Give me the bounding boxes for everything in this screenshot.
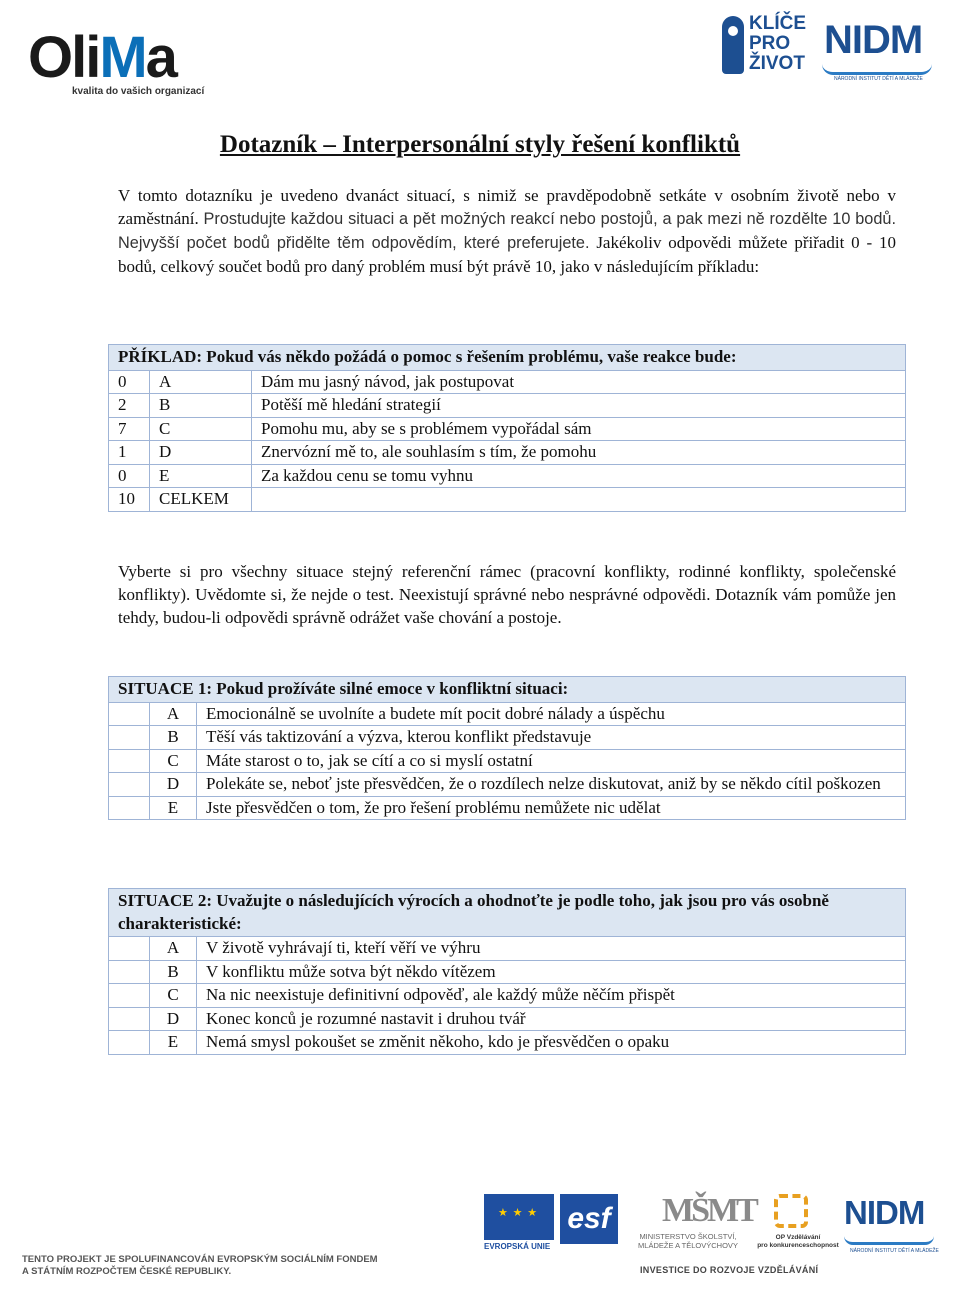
answer-cell: Znervózní mě to, ale souhlasím s tím, že pomohu — [252, 441, 906, 465]
letter-cell: A — [150, 702, 197, 726]
answer-cell: Jste přesvědčen o tom, že pro řešení problému nemůžete nic udělat — [197, 796, 906, 820]
answer-cell: Nemá smysl pokoušet se změnit někoho, kdo je přesvědčen o opaku — [197, 1031, 906, 1055]
letter-cell: E — [150, 1031, 197, 1055]
points-input-cell[interactable] — [109, 702, 150, 726]
points-cell: 2 — [109, 394, 150, 418]
letter-cell: A — [150, 370, 252, 394]
table-row — [109, 773, 906, 797]
cofinancing-note — [22, 1254, 378, 1278]
points-input-cell[interactable] — [109, 960, 150, 984]
table-row — [109, 702, 906, 726]
letter-cell: C — [150, 417, 252, 441]
table-row — [109, 1007, 906, 1031]
letter-cell: D — [150, 441, 252, 465]
page-title: Dotazník – Interpersonální styly řešení konfliktů — [219, 131, 741, 158]
nidm-footer-swoosh — [844, 1236, 934, 1245]
klice-pro-zivot-logo — [722, 14, 808, 80]
intro-part3: Jakékoliv odpovědi můžete přiřadit 0 - 10 bodů, celkový součet bodů pro daný problém musí být právě 10, jako v následujícím příkladu: — [118, 233, 897, 276]
letter-cell: E — [150, 796, 197, 820]
table-row — [109, 1031, 906, 1055]
keyhole-icon — [722, 16, 744, 74]
table-row — [109, 749, 906, 773]
answer-cell: Na nic neexistuje definitivní odpověď, ale každý může něčím přispět — [197, 984, 906, 1008]
answer-cell: Potěší mě hledání strategií — [252, 394, 906, 418]
letter-cell: A — [150, 937, 197, 961]
instructions-paragraph: Vyberte si pro všechny situace stejný referenční rámec (pracovní konflikty, rodinné konflikty, společenské konflikty). Uvědomte si, že nejde o test. Neexistují správné nebo nesprávné odpovědi. Dotazník vám pomůže jen tehdy, budou-li odpovědi správně odrážet vaše chování a postoje. — [118, 562, 896, 627]
intro-part1: V tomto dotazníku je uvedeno dvanáct situací, s nimiž se pravděpodobně setkáte v osobním životě nebo v zaměstnání. — [118, 186, 896, 228]
cofinancing-line1: TENTO PROJEKT JE SPOLUFINANCOVÁN EVROPSKÝM SOCIÁLNÍM FONDEM — [22, 1254, 378, 1265]
olima-logo — [28, 6, 205, 97]
nidm-footer-wordmark: NIDM — [844, 1194, 925, 1231]
intro-part2: Prostudujte každou situaci a pět možných reakcí nebo postojů, a pak mezi ně rozdělte 10 bodů. Nejvyšší počet bodů přidělte těm odpovědím, které preferujete. — [118, 210, 896, 252]
letter-cell: E — [150, 464, 252, 488]
letter-cell: B — [150, 394, 252, 418]
opvk-mark-icon — [774, 1194, 808, 1228]
answer-cell: V životě vyhrávají ti, kteří věří ve výhru — [197, 937, 906, 961]
msmt-line2: MLÁDEŽE A TĚLOVÝCHOVY — [638, 1241, 738, 1250]
points-cell: 0 — [109, 370, 150, 394]
table-row — [109, 984, 906, 1008]
table-row — [109, 394, 906, 418]
table-row — [109, 370, 906, 394]
example-header: PŘÍKLAD: Pokud vás někdo požádá o pomoc s řešením problému, vaše reakce bude: — [109, 345, 906, 371]
cofinancing-line2: A STÁTNÍM ROZPOČTEM ČESKÉ REPUBLIKY. — [22, 1266, 232, 1277]
msmt-mark: MŠMT — [662, 1192, 756, 1229]
letter-cell: CELKEM — [150, 488, 252, 512]
situation1-table — [108, 676, 906, 820]
answer-cell: Polekáte se, neboť jste přesvědčen, že o rozdílech nelze diskutovat, aniž by se někdo cítil poškozen — [197, 773, 906, 797]
msmt-line1: MINISTERSTVO ŠKOLSTVÍ, — [639, 1232, 737, 1241]
situation2-table — [108, 888, 906, 1055]
nidm-footer-logo — [844, 1194, 940, 1258]
letter-cell: C — [150, 749, 197, 773]
opvk-logo — [756, 1190, 839, 1254]
situation1-header: SITUACE 1: Pokud prožíváte silné emoce v konfliktní situaci: — [109, 677, 906, 703]
table-row — [109, 441, 906, 465]
answer-cell: V konfliktu může sotva být někdo vítězem — [197, 960, 906, 984]
klice-line3: ŽIVOT — [749, 53, 805, 74]
answer-cell: Máte starost o to, jak se cítí a co si myslí ostatní — [197, 749, 906, 773]
table-row — [109, 488, 906, 512]
nidm-tagline: NÁRODNÍ INSTITUT DĚTÍ A MLÁDEŽE — [834, 76, 923, 82]
points-input-cell[interactable] — [109, 984, 150, 1008]
letter-cell: B — [150, 726, 197, 750]
table-row — [109, 417, 906, 441]
msmt-logo — [634, 1192, 756, 1254]
points-input-cell[interactable] — [109, 796, 150, 820]
nidm-swoosh — [822, 64, 932, 75]
nidm-logo — [822, 14, 938, 84]
investment-slogan: INVESTICE DO ROZVOJE VZDĚLÁVÁNÍ — [640, 1265, 819, 1275]
letter-cell: D — [150, 1007, 197, 1031]
situation2-header: SITUACE 2: Uvažujte o následujících výrocích a ohodnoťte je podle toho, jak jsou pro vás osobně charakteristické: — [109, 889, 906, 937]
nidm-wordmark: NIDM — [824, 18, 923, 62]
example-table — [108, 344, 906, 512]
answer-cell: Pomohu mu, aby se s problémem vypořádal sám — [252, 417, 906, 441]
olima-tagline: kvalita do vašich organizací — [72, 86, 205, 97]
opvk-line2: pro konkurenceschopnost — [757, 1242, 839, 1249]
table-row — [109, 726, 906, 750]
eu-flag-icon — [484, 1194, 554, 1240]
answer-cell — [252, 488, 906, 512]
table-row — [109, 796, 906, 820]
points-input-cell[interactable] — [109, 773, 150, 797]
points-cell: 7 — [109, 417, 150, 441]
points-cell: 10 — [109, 488, 150, 512]
points-input-cell[interactable] — [109, 937, 150, 961]
points-input-cell[interactable] — [109, 749, 150, 773]
klice-line1: KLÍČE — [749, 13, 806, 34]
points-input-cell[interactable] — [109, 1031, 150, 1055]
table-row — [109, 937, 906, 961]
table-row — [109, 464, 906, 488]
answer-cell: Těší vás taktizování a výzva, kterou konflikt představuje — [197, 726, 906, 750]
table-row — [109, 960, 906, 984]
points-input-cell[interactable] — [109, 726, 150, 750]
answer-cell: Dám mu jasný návod, jak postupovat — [252, 370, 906, 394]
answer-cell: Konec konců je rozumné nastavit i druhou tvář — [197, 1007, 906, 1031]
points-input-cell[interactable] — [109, 1007, 150, 1031]
intro-paragraph — [118, 184, 896, 278]
nidm-footer-tagline: NÁRODNÍ INSTITUT DĚTÍ A MLÁDEŽE — [850, 1248, 939, 1254]
esf-logo: esf — [560, 1194, 618, 1244]
klice-line2: PRO — [749, 33, 791, 54]
points-cell: 1 — [109, 441, 150, 465]
letter-cell: B — [150, 960, 197, 984]
olima-wordmark: OliMa — [28, 25, 176, 90]
answer-cell: Emocionálně se uvolníte a budete mít pocit dobré nálady a úspěchu — [197, 702, 906, 726]
answer-cell: Za každou cenu se tomu vyhnu — [252, 464, 906, 488]
letter-cell: C — [150, 984, 197, 1008]
eu-label: EVROPSKÁ UNIE — [484, 1242, 551, 1251]
points-cell: 0 — [109, 464, 150, 488]
letter-cell: D — [150, 773, 197, 797]
opvk-line1: OP Vzdělávání — [775, 1234, 821, 1241]
